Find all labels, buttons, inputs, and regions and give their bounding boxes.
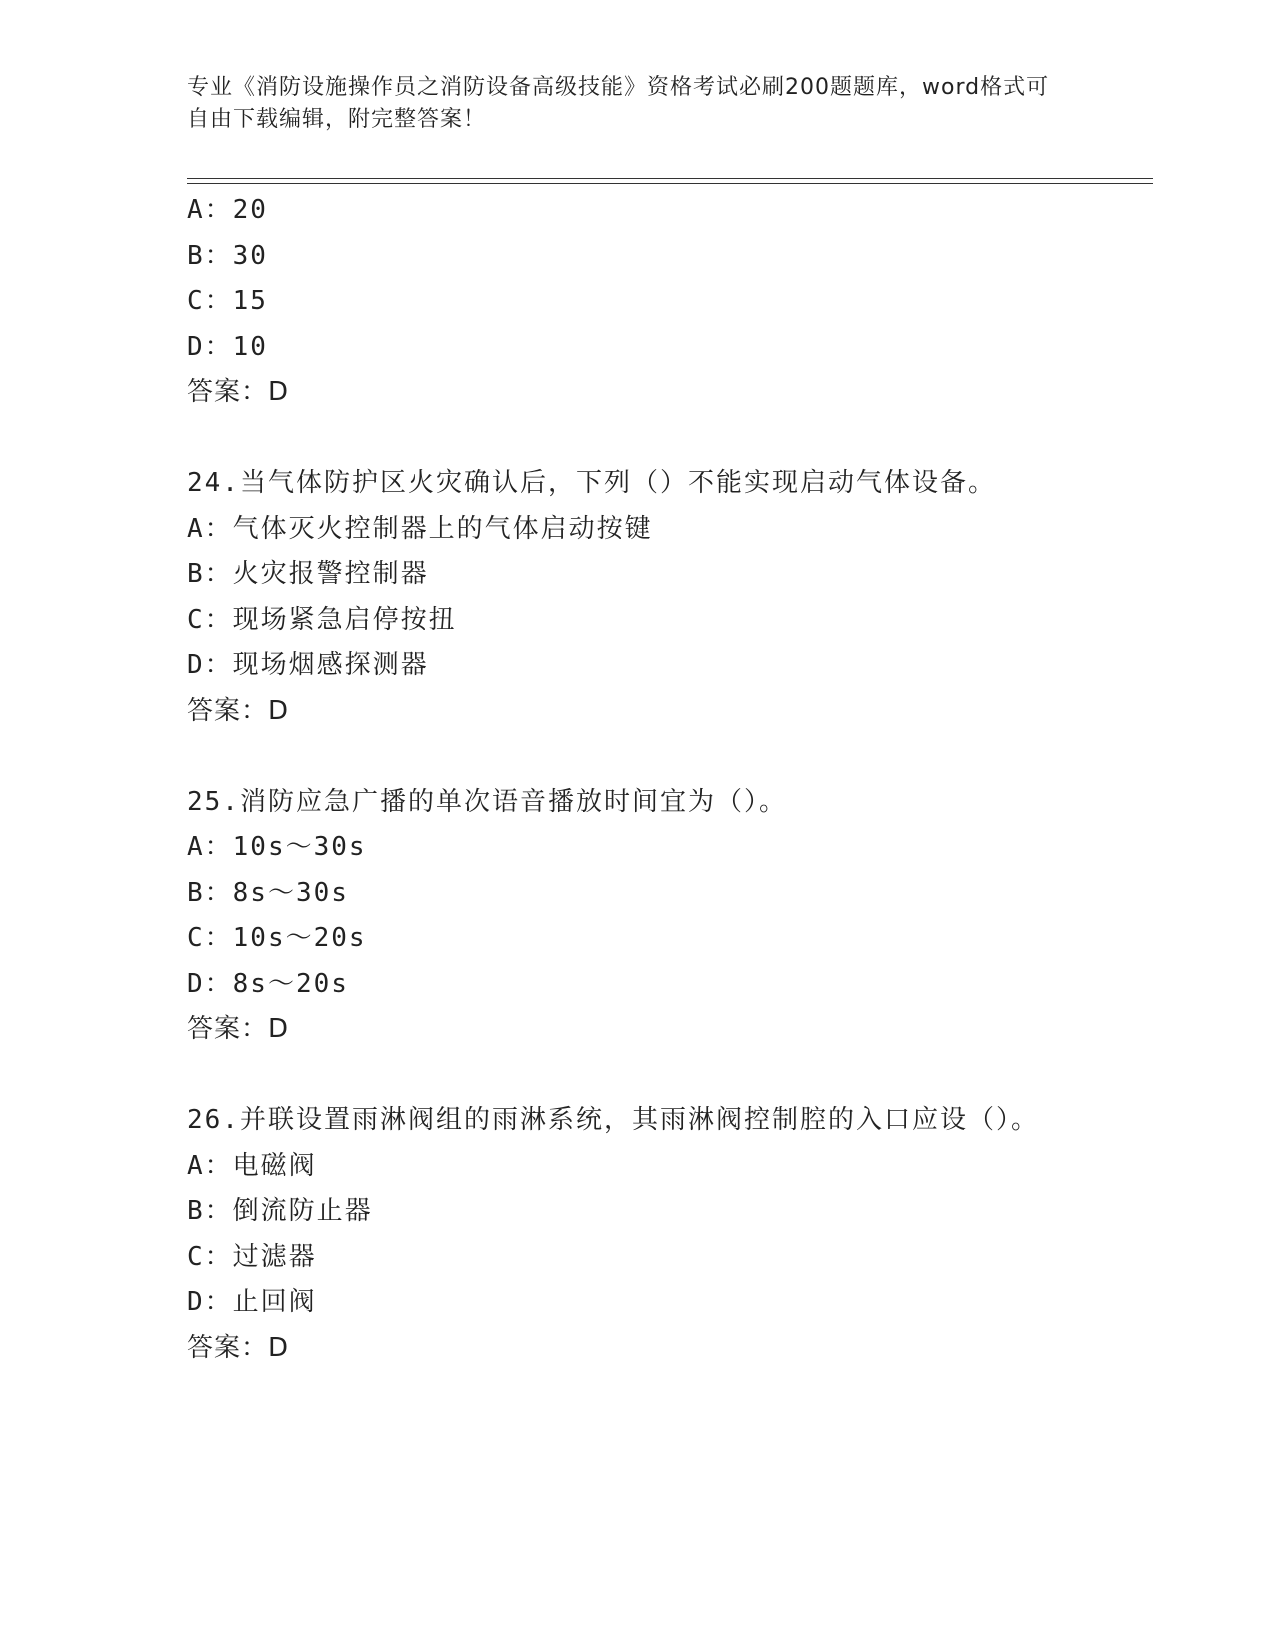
question-24 bbox=[187, 461, 1147, 734]
option-a: A：10s～30s bbox=[187, 832, 367, 862]
option-d: D：止回阀 bbox=[187, 1287, 317, 1317]
answer: 答案：D bbox=[187, 1332, 290, 1363]
option-d: D：8s～20s bbox=[187, 968, 349, 999]
answer: 答案：D bbox=[187, 1014, 290, 1044]
option-a: A：气体灭火控制器上的气体启动按键 bbox=[187, 513, 653, 544]
option-a: A：20 bbox=[187, 195, 268, 225]
question-list bbox=[187, 188, 1147, 1371]
header-divider-top bbox=[187, 178, 1153, 179]
question-25 bbox=[187, 780, 1147, 1053]
option-b: B：火灾报警控制器 bbox=[187, 559, 429, 589]
question-26 bbox=[187, 1098, 1147, 1371]
question-23-continued bbox=[187, 188, 1147, 416]
option-a: A：电磁阀 bbox=[187, 1150, 317, 1181]
option-d: D：10 bbox=[187, 331, 268, 362]
answer: 答案：D bbox=[187, 377, 290, 407]
option-c: C：现场紧急启停按扭 bbox=[187, 604, 457, 635]
question-stem: 24.当气体防护区火灾确认后，下列（）不能实现启动气体设备。 bbox=[187, 468, 996, 498]
option-b: B：8s～30s bbox=[187, 877, 349, 908]
document-header: 专业《消防设施操作员之消防设备高级技能》资格考试必刷200题题库，word格式可自由下载编辑，附完整答案！ bbox=[187, 75, 1050, 132]
answer: 答案：D bbox=[187, 695, 290, 726]
header-divider-bottom bbox=[187, 183, 1153, 184]
option-c: C：过滤器 bbox=[187, 1241, 317, 1272]
option-c: C：10s～20s bbox=[187, 923, 367, 953]
option-b: B：倒流防止器 bbox=[187, 1196, 373, 1226]
option-b: B：30 bbox=[187, 240, 268, 271]
option-d: D：现场烟感探测器 bbox=[187, 650, 429, 680]
question-stem: 25.消防应急广播的单次语音播放时间宜为（）。 bbox=[187, 786, 787, 817]
option-c: C：15 bbox=[187, 286, 268, 316]
question-stem: 26.并联设置雨淋阀组的雨淋系统，其雨淋阀控制腔的入口应设（）。 bbox=[187, 1105, 1039, 1135]
